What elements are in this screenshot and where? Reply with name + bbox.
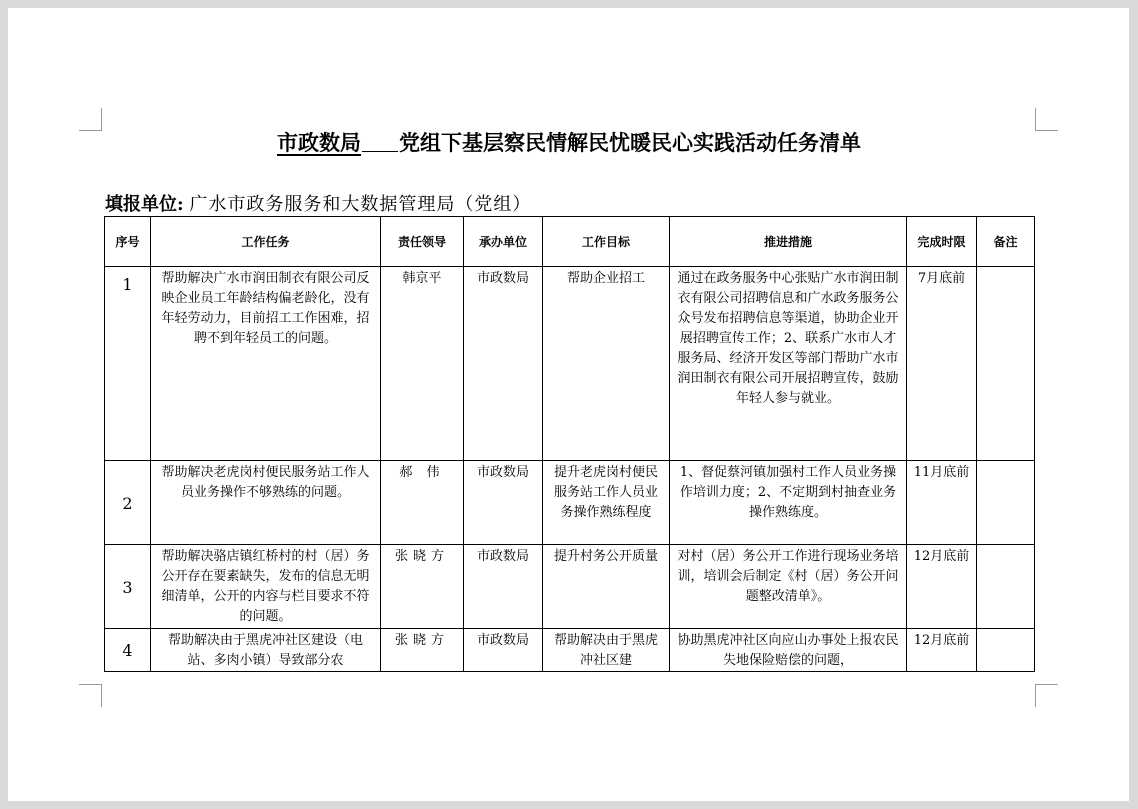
header-no: 序号 [105, 217, 151, 267]
cell-measures-text: 1、督促蔡河镇加强村工作人员业务操作培训力度；2、不定期到村抽查业务操作熟练度。 [679, 465, 897, 520]
header-remark: 备注 [977, 217, 1035, 267]
table-row [105, 267, 1035, 461]
header-measures: 推进措施 [670, 217, 907, 267]
cell-goal [543, 267, 670, 461]
table-row [105, 545, 1035, 629]
cell-goal [543, 629, 670, 672]
title-org: 市政数局 [277, 130, 361, 155]
cell-goal [543, 545, 670, 629]
cell-task [151, 267, 381, 461]
title-main: 党组下基层察民情解民忧暖民心实践活动任务清单 [399, 130, 861, 155]
cell-unit: 市政数局 [464, 267, 543, 461]
cell-remark [977, 267, 1035, 461]
cell-deadline-text: 12月底前 [913, 633, 970, 648]
reporting-unit-value: 广水市政务服务和大数据管理局（党组） [189, 194, 532, 215]
cell-deadline-text: 12月底前 [913, 549, 970, 564]
title-blank [362, 133, 398, 152]
cell-unit: 市政数局 [464, 545, 543, 629]
header-goal: 工作目标 [543, 217, 670, 267]
cell-goal-text: 提升老虎岗村便民服务站工作人员业务操作熟练程度 [553, 465, 658, 520]
cell-task [151, 545, 381, 629]
header-deadline: 完成时限 [907, 217, 977, 267]
document-page [8, 8, 1129, 801]
cell-task-text: 帮助解决广水市润田制衣有限公司反映企业员工年龄结构偏老龄化，没有年轻劳动力，目前招工工作困难，招聘不到年轻员工的问题。 [161, 271, 370, 346]
header-unit: 承办单位 [464, 217, 543, 267]
margin-mark-bottom-left [79, 684, 102, 707]
cell-leader: 郝 伟 [381, 461, 464, 545]
margin-mark-bottom-right [1035, 684, 1058, 707]
task-table [104, 216, 1035, 672]
cell-unit: 市政数局 [464, 629, 543, 672]
cell-goal-text: 提升村务公开质量 [553, 549, 658, 564]
cell-remark [977, 545, 1035, 629]
cell-measures [670, 461, 907, 545]
cell-goal [543, 461, 670, 545]
cell-remark [977, 461, 1035, 545]
table-header-row [105, 217, 1035, 267]
cell-measures [670, 629, 907, 672]
cell-deadline [907, 267, 977, 461]
cell-no: 1 [105, 267, 151, 461]
header-task: 工作任务 [151, 217, 381, 267]
header-leader: 责任领导 [381, 217, 464, 267]
table-row [105, 629, 1035, 672]
cell-task [151, 629, 381, 672]
table-row [105, 461, 1035, 545]
cell-measures-text: 对村（居）务公开工作进行现场业务培训，培训会后制定《村（居）务公开问题整改清单》。 [677, 549, 899, 604]
cell-task-text: 帮助解决由于黑虎冲社区建设（电站、多肉小镇）导致部分农 [167, 633, 363, 668]
cell-goal-text: 帮助企业招工 [566, 271, 645, 286]
document-title [104, 127, 1034, 157]
cell-no: 2 [105, 461, 151, 545]
cell-remark [977, 629, 1035, 672]
cell-deadline [907, 545, 977, 629]
cell-deadline [907, 461, 977, 545]
margin-mark-top-left [79, 108, 102, 131]
cell-leader: 韩京平 [381, 267, 464, 461]
cell-leader: 张晓方 [381, 545, 464, 629]
cell-unit: 市政数局 [464, 461, 543, 545]
cell-measures [670, 267, 907, 461]
cell-task [151, 461, 381, 545]
reporting-unit-label: 填报单位: [105, 194, 184, 215]
cell-measures [670, 545, 907, 629]
cell-no: 4 [105, 629, 151, 672]
cell-measures-text: 协助黑虎冲社区向应山办事处上报农民失地保险赔偿的问题， [677, 633, 899, 668]
cell-deadline [907, 629, 977, 672]
margin-mark-top-right [1035, 108, 1058, 131]
cell-task-text: 帮助解决骆店镇红桥村的村（居）务公开存在要素缺失，发布的信息无明细清单，公开的内容与栏目要求不符的问题。 [161, 549, 370, 624]
cell-goal-text: 帮助解决由于黑虎冲社区建 [553, 633, 658, 668]
reporting-unit [105, 190, 531, 216]
cell-leader: 张晓方 [381, 629, 464, 672]
cell-deadline-text: 11月底前 [913, 465, 970, 480]
cell-task-text: 帮助解决老虎岗村便民服务站工作人员业务操作不够熟练的问题。 [161, 465, 370, 500]
cell-measures-text: 通过在政务服务中心张贴广水市润田制衣有限公司招聘信息和广水政务服务公众号发布招聘信息等渠道，协助企业开展招聘宣传工作；2、联系广水市人才服务局、经济开发区等部门帮助广水市润田制衣有限公司开展招聘宣传，鼓励年轻人参与就业。 [677, 271, 899, 406]
cell-deadline-text: 7月底前 [917, 271, 966, 286]
cell-no: 3 [105, 545, 151, 629]
